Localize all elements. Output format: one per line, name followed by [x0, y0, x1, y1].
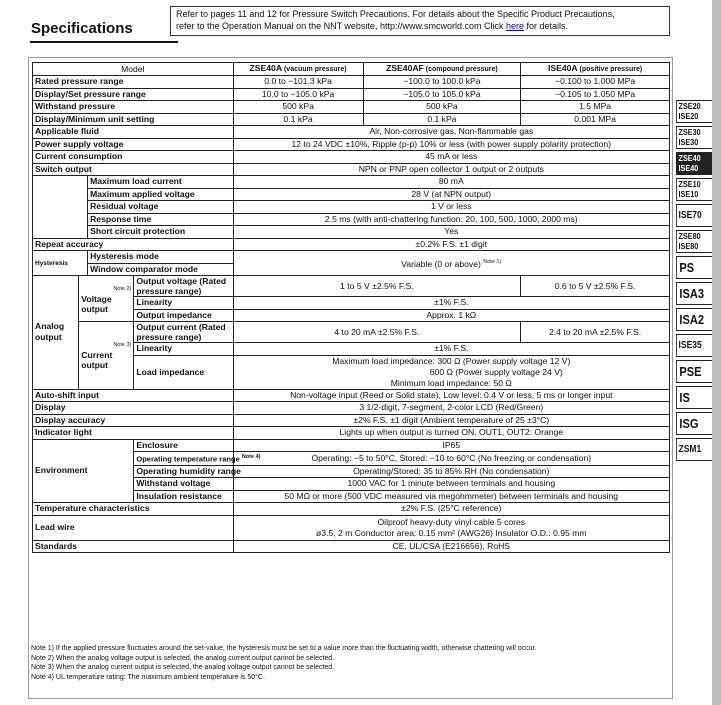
- cell: IP65: [233, 439, 669, 452]
- cell: −100.0 to 100.0 kPa: [363, 76, 521, 89]
- col-ise40a: ISE40A (positive pressure): [521, 63, 670, 76]
- table-row: [33, 238, 670, 251]
- row-label: Display accuracy: [33, 414, 234, 427]
- tab-zse20[interactable]: ZSE20 ISE20: [676, 100, 713, 123]
- table-row: [33, 389, 670, 402]
- tab-ise70[interactable]: ISE70: [676, 204, 713, 227]
- cell: [233, 515, 669, 540]
- table-row: [33, 515, 670, 540]
- cell: ±2% F.S. ±1 digit (Ambient temperature of 25 ±3°C): [233, 414, 669, 427]
- cell: 10.0 to −105.0 kPa: [233, 88, 363, 101]
- row-label: Output impedance: [134, 309, 233, 322]
- series-index-tabs: [676, 100, 714, 464]
- cell: 12 to 24 VDC ±10%, Ripple (p-p) 10% or less (with power supply polarity protection): [233, 138, 669, 151]
- row-label: Auto-shift input: [33, 389, 234, 402]
- cell-line: 600 Ω (Power supply voltage 24 V): [429, 366, 563, 377]
- current-output-label: Note 3) Current output: [79, 322, 134, 390]
- notice-line-2: [176, 21, 664, 33]
- row-label: Insulation resistance: [134, 490, 233, 503]
- row-label: Output voltage (Rated pressure range): [134, 276, 233, 297]
- row-label: Rated pressure range: [33, 76, 234, 89]
- table-row: [33, 138, 670, 151]
- row-label: Applicable fluid: [33, 126, 234, 139]
- row-label: Power supply voltage: [33, 138, 234, 151]
- tab-isa3[interactable]: ISA3: [676, 282, 713, 305]
- notice-line-1: Refer to pages 11 and 12 for Pressure Switch Precautions. For details about the Specific Product Precautions,: [176, 9, 615, 19]
- cell: 0.1 kPa: [363, 113, 521, 126]
- row-label: Environment: [33, 439, 134, 503]
- table-row: [33, 226, 670, 239]
- row-label: Linearity: [134, 343, 233, 356]
- row-label: Maximum applied voltage: [88, 188, 233, 201]
- cell: 1 V or less: [233, 201, 669, 214]
- table-row: [33, 402, 670, 415]
- cell: 0.6 to 5 V ±2.5% F.S.: [521, 276, 670, 297]
- cell: 0.1 kPa: [233, 113, 363, 126]
- page-title: Specifications: [31, 20, 133, 37]
- cell: −0.100 to 1.000 MPa: [521, 76, 670, 89]
- col-zse40a: ZSE40A (vacuum pressure): [233, 63, 363, 76]
- cell: Lights up when output is turned ON. OUT1, OUT2: Orange: [233, 427, 669, 440]
- tab-isa2[interactable]: ISA2: [676, 308, 713, 331]
- cell: Operating: −5 to 50°C, Stored: −10 to 60°C (No freezing or condensation): [233, 452, 669, 466]
- footnote: Note 2) When the analog voltage output is selected, the analog current output cannot be selected.: [31, 654, 335, 662]
- row-label: Linearity: [134, 297, 233, 310]
- cell: 500 kPa: [233, 101, 363, 114]
- specifications-table: [32, 62, 670, 553]
- header-row: [33, 63, 670, 76]
- row-label: Analog output: [33, 276, 79, 390]
- precautions-notice: [170, 6, 670, 36]
- cell: ±1% F.S.: [233, 297, 669, 310]
- row-label: Lead wire: [33, 515, 234, 540]
- table-row: [33, 188, 670, 201]
- cell: CE, UL/CSA (E216656), RoHS: [233, 540, 669, 553]
- row-label: Enclosure: [134, 439, 233, 452]
- table-row: [33, 88, 670, 101]
- table-row: [33, 76, 670, 89]
- row-label: Temperature characteristics: [33, 503, 234, 516]
- tab-zse10[interactable]: ZSE10 ISE10: [676, 178, 713, 201]
- table-row: [33, 503, 670, 516]
- table-row: [33, 113, 670, 126]
- cell: 1.5 MPa: [521, 101, 670, 114]
- tab-zse80[interactable]: ZSE80 ISE80: [676, 230, 713, 253]
- cell: ±0.2% F.S. ±1 digit: [233, 238, 669, 251]
- cell: 0.0 to −101.3 kPa: [233, 76, 363, 89]
- table-row: [33, 439, 670, 452]
- table-row: [33, 126, 670, 139]
- table-row: [33, 414, 670, 427]
- cell: 500 kPa: [363, 101, 521, 114]
- row-label: Short circuit protection: [88, 226, 233, 239]
- row-label: Current consumption: [33, 151, 234, 164]
- footnote: Note 1) If the applied pressure fluctuates around the set-value, the hysteresis must be set to a value more than the fluctuating width, otherwise chattering will occur.: [31, 645, 537, 652]
- col-zse40af: ZSE40AF (compound pressure): [363, 63, 521, 76]
- cell: Variable (0 or above) $^{Note 1)}$: [233, 251, 669, 276]
- tab-zse30[interactable]: ZSE30 ISE30: [676, 126, 713, 149]
- cell: Yes: [233, 226, 669, 239]
- table-row: [33, 176, 670, 189]
- table-row: [33, 251, 670, 264]
- cell: 2.5 ms (with anti-chattering function: 20, 100, 500, 1000, 2000 ms): [233, 213, 669, 226]
- cell: 50 MΩ or more (500 VDC measured via megohmmeter) between terminals and housing: [233, 490, 669, 503]
- row-label: Display/Minimum unit setting: [33, 113, 234, 126]
- table-row: [33, 101, 670, 114]
- cell: Air, Non-corrosive gas, Non-flammable gas: [233, 126, 669, 139]
- cell-line: Minimum load impedance: 50 Ω: [390, 377, 512, 388]
- tab-ise35[interactable]: ISE35: [676, 334, 713, 357]
- row-label: Window comparator mode: [88, 263, 233, 276]
- row-label: Indicator light: [33, 427, 234, 440]
- notice-line-2-text: refer to the Operation Manual on the NNT website, http://www.smcworld.com Click: [176, 20, 506, 31]
- tab-ps[interactable]: PS: [676, 256, 713, 279]
- row-label: Operating temperature range $^{Note 4)}$: [134, 452, 233, 466]
- cell: 1 to 5 V ±2.5% F.S.: [233, 276, 521, 297]
- tab-pse[interactable]: PSE: [676, 360, 713, 383]
- row-label: Repeat accuracy: [33, 238, 234, 251]
- cell: 28 V (at NPN output): [233, 188, 669, 201]
- cell: −0.105 to 1.050 MPa: [521, 88, 670, 101]
- row-label: Display: [33, 402, 234, 415]
- table-row: [33, 201, 670, 214]
- notice-line-2-end: for details.: [523, 20, 569, 31]
- footnote: Note 4) UL temperature rating: The maximum ambient temperature is 50°C.: [31, 673, 265, 681]
- row-label: Withstand voltage: [134, 478, 233, 491]
- tab-is[interactable]: IS: [676, 386, 713, 409]
- cell: 0.001 MPa: [521, 113, 670, 126]
- cell: 3 1/2-digit, 7-segment, 2-color LCD (Red/Green): [233, 402, 669, 415]
- cell: −105.0 to 105.0 kPa: [363, 88, 521, 101]
- row-label: Withstand pressure: [33, 101, 234, 114]
- window-edge: [712, 0, 721, 705]
- cell-line: Maximum load impedance: 300 Ω (Power supply voltage 12 V): [332, 355, 571, 366]
- row-label: Output current (Rated pressure range): [134, 322, 233, 343]
- cell: 4 to 20 mA ±2.5% F.S.: [233, 322, 521, 343]
- row-label: Load impedance: [134, 355, 233, 389]
- cell: ±1% F.S.: [233, 343, 669, 356]
- switch-output-spacer: [33, 176, 88, 239]
- cell: 45 mA or less: [233, 151, 669, 164]
- row-label: Maximum load current: [88, 176, 233, 189]
- cell: 2.4 to 20 mA ±2.5% F.S.: [521, 322, 670, 343]
- voltage-output-label: Note 2) Voltage output: [79, 276, 134, 322]
- title-rule: [30, 41, 178, 43]
- tab-zsm1[interactable]: ZSM1: [676, 438, 713, 461]
- row-label: Display/Set pressure range: [33, 88, 234, 101]
- footnote: Note 3) When the analog current output is selected, the analog voltage output cannot be selected.: [31, 664, 335, 672]
- row-label: Hysteresis mode: [88, 251, 233, 264]
- row-label: Hysteresis: [33, 251, 88, 276]
- model-header: Model: [33, 63, 234, 76]
- tab-zse40[interactable]: ZSE40 ISE40: [676, 152, 713, 175]
- cell-line: ø3.5, 2 m Conductor area: 0.15 mm² (AWG26) Insulator O.D.: 0.95 mm: [316, 527, 587, 538]
- table-row: [33, 163, 670, 176]
- cell: 1000 VAC for 1 minute between terminals and housing: [233, 478, 669, 491]
- cell: 80 mA: [233, 176, 669, 189]
- row-label: Standards: [33, 540, 234, 553]
- row-label: Switch output: [33, 163, 234, 176]
- cell-line: Oilproof heavy-duty vinyl cable 5 cores: [377, 516, 526, 527]
- tab-isg[interactable]: ISG: [676, 412, 713, 435]
- cell: Operating/Stored: 35 to 85% RH (No condensation): [233, 465, 669, 478]
- table-row: [33, 151, 670, 164]
- here-link[interactable]: here: [505, 20, 524, 31]
- cell: Approx. 1 kΩ: [233, 309, 669, 322]
- row-label: Residual voltage: [88, 201, 233, 214]
- table-row: [33, 427, 670, 440]
- load-impedance-cell: [233, 355, 669, 389]
- cell: ±2% F.S. (25°C reference): [233, 503, 669, 516]
- footnotes: [31, 644, 671, 682]
- table-row: [33, 540, 670, 553]
- table-row: [33, 213, 670, 226]
- cell: NPN or PNP open collector 1 output or 2 outputs: [233, 163, 669, 176]
- row-label: Response time: [88, 213, 233, 226]
- row-label: Operating humidity range: [134, 465, 233, 478]
- cell: Non-voltage input (Reed or Solid state), Low level: 0.4 V or less, 5 ms or longer input: [233, 389, 669, 402]
